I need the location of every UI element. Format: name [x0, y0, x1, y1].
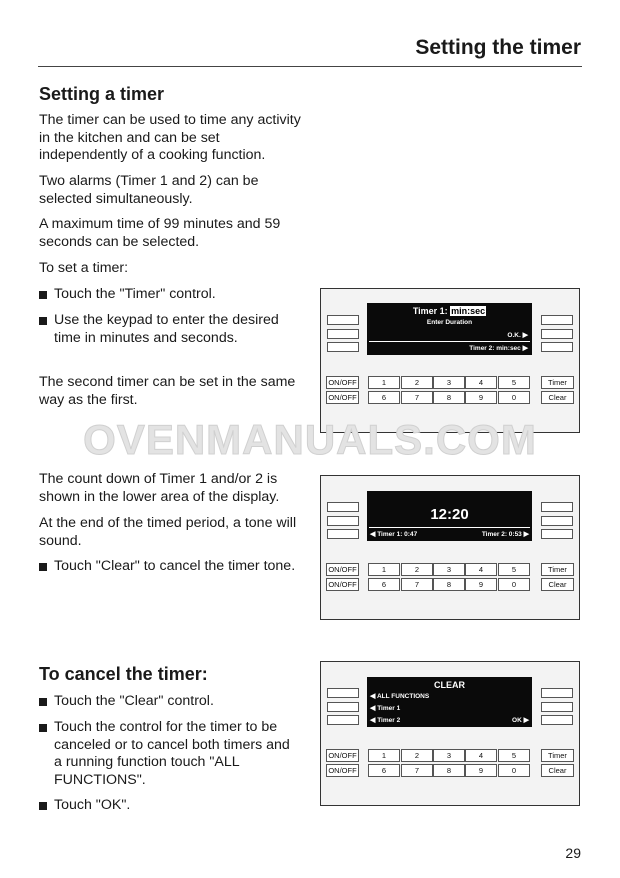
keypad-key-3[interactable]: 3 [433, 749, 465, 762]
keypad-key-9[interactable]: 9 [465, 764, 497, 777]
keypad-key-7[interactable]: 7 [401, 391, 433, 404]
arrow-right-icon: ▶ [522, 332, 528, 339]
keypad-key-9[interactable]: 9 [465, 391, 497, 404]
side-key[interactable] [327, 315, 359, 325]
keypad-key-0[interactable]: 0 [498, 764, 530, 777]
bullet-square-icon [39, 698, 47, 706]
display-screen [367, 303, 532, 355]
bullet-item: Touch the "Timer" control. [39, 286, 301, 304]
bullet-square-icon [39, 724, 47, 732]
on-off-button[interactable]: ON/OFF [326, 376, 359, 389]
side-key[interactable] [541, 315, 573, 325]
display-subtitle: Enter Duration [426, 319, 473, 326]
side-key[interactable] [327, 688, 359, 698]
on-off-button[interactable]: ON/OFF [326, 578, 359, 591]
keypad-key-7[interactable]: 7 [401, 578, 433, 591]
keypad-key-5[interactable]: 5 [498, 749, 530, 762]
paragraph: At the end of the timed period, a tone will sound. [39, 515, 297, 549]
keypad-key-0[interactable]: 0 [498, 391, 530, 404]
keypad-key-4[interactable]: 4 [465, 563, 497, 576]
control-panel-countdown [320, 475, 580, 620]
bullet-item: Use the keypad to enter the desired time in minutes and seconds. [39, 312, 301, 347]
keypad-key-4[interactable]: 4 [465, 749, 497, 762]
keypad-key-5[interactable]: 5 [498, 563, 530, 576]
side-key[interactable] [541, 329, 573, 339]
paragraph: A maximum time of 99 minutes and 59 seconds can be selected. [39, 216, 281, 250]
keypad-key-8[interactable]: 8 [433, 578, 465, 591]
watermark: OVENMANUALS.COM [83, 416, 537, 463]
keypad-key-1[interactable]: 1 [368, 376, 400, 389]
bullet-item: Touch "Clear" to cancel the timer tone. [39, 558, 301, 576]
keypad-key-8[interactable]: 8 [433, 391, 465, 404]
display-screen [367, 677, 532, 727]
on-off-button[interactable]: ON/OFF [326, 391, 359, 404]
side-key[interactable] [541, 688, 573, 698]
arrow-right-icon: ▶ [522, 345, 528, 352]
display-title: CLEAR [434, 680, 465, 690]
paragraph: Two alarms (Timer 1 and 2) can be selected simultaneously. [39, 173, 259, 207]
display-all-functions-option[interactable]: ◀ ALL FUNCTIONS [370, 693, 430, 700]
display-timer2-option[interactable]: Timer 2: min:sec ▶ [469, 345, 528, 352]
side-key[interactable] [541, 702, 573, 712]
keypad-key-1[interactable]: 1 [368, 563, 400, 576]
display-ok-option[interactable]: O.K. ▶ [507, 332, 528, 339]
side-key[interactable] [327, 715, 359, 725]
header-rule [38, 66, 582, 67]
on-off-button[interactable]: ON/OFF [326, 563, 359, 576]
arrow-right-icon: ▶ [523, 717, 529, 724]
paragraph: The timer can be used to time any activity in the kitchen and can be set independently of a cooking function. [39, 112, 301, 163]
control-panel-set-timer [320, 288, 580, 433]
keypad-key-6[interactable]: 6 [368, 578, 400, 591]
side-key[interactable] [327, 516, 359, 526]
bullet-square-icon [39, 802, 47, 810]
display-timer1-option[interactable]: ◀ Timer 1 [370, 705, 401, 712]
display-timer2-option[interactable]: Timer 2: 0:53 ▶ [481, 531, 529, 538]
section-heading-cancel-timer: To cancel the timer: [39, 664, 208, 684]
bullet-square-icon [39, 563, 47, 571]
arrow-left-icon: ◀ [370, 531, 376, 538]
display-screen [367, 491, 532, 541]
arrow-left-icon: ◀ [370, 705, 376, 712]
keypad-key-6[interactable]: 6 [368, 391, 400, 404]
display-divider [369, 341, 530, 342]
bullet-square-icon [39, 317, 47, 325]
clear-button[interactable]: Clear [541, 578, 574, 591]
page-number: 29 [565, 845, 581, 861]
keypad-key-1[interactable]: 1 [368, 749, 400, 762]
side-key[interactable] [541, 529, 573, 539]
on-off-button[interactable]: ON/OFF [326, 749, 359, 762]
paragraph: The count down of Timer 1 and/or 2 is shown in the lower area of the display. [39, 471, 280, 505]
clear-button[interactable]: Clear [541, 391, 574, 404]
display-time: 12:20 [430, 506, 469, 523]
bullet-item: Touch "OK". [39, 797, 301, 815]
clear-button[interactable]: Clear [541, 764, 574, 777]
timer-button[interactable]: Timer [541, 563, 574, 576]
keypad-key-7[interactable]: 7 [401, 764, 433, 777]
side-key[interactable] [327, 529, 359, 539]
timer-button[interactable]: Timer [541, 749, 574, 762]
keypad-key-8[interactable]: 8 [433, 764, 465, 777]
display-ok-option[interactable]: OK ▶ [512, 717, 529, 724]
keypad-key-2[interactable]: 2 [401, 376, 433, 389]
side-key[interactable] [327, 702, 359, 712]
side-key[interactable] [541, 342, 573, 352]
keypad-key-2[interactable]: 2 [401, 749, 433, 762]
keypad-key-3[interactable]: 3 [433, 563, 465, 576]
arrow-left-icon: ◀ [370, 693, 376, 700]
control-panel-cancel-timer [320, 661, 580, 806]
side-key[interactable] [327, 329, 359, 339]
side-key[interactable] [327, 342, 359, 352]
side-key[interactable] [541, 516, 573, 526]
arrow-right-icon: ▶ [523, 531, 529, 538]
display-title: Timer 1: min:sec [412, 306, 486, 316]
arrow-left-icon: ◀ [370, 717, 376, 724]
display-timer2-option[interactable]: ◀ Timer 2 [370, 717, 401, 724]
side-key[interactable] [327, 502, 359, 512]
keypad-key-2[interactable]: 2 [401, 563, 433, 576]
keypad-key-5[interactable]: 5 [498, 376, 530, 389]
display-timer1-option[interactable]: ◀ Timer 1: 0:47 [370, 531, 418, 538]
paragraph: To set a timer: [39, 260, 129, 276]
keypad-key-4[interactable]: 4 [465, 376, 497, 389]
timer-button[interactable]: Timer [541, 376, 574, 389]
keypad-key-9[interactable]: 9 [465, 578, 497, 591]
section-heading-setting-timer: Setting a timer [39, 84, 165, 104]
paragraph: The second timer can be set in the same way as the first. [39, 374, 296, 408]
bullet-item: Touch the control for the timer to be canceled or to cancel both timers and a running function touch "ALL FUNCTIONS". [39, 719, 301, 789]
display-divider [369, 527, 530, 528]
bullet-item: Touch the "Clear" control. [39, 693, 301, 711]
page-header-title: Setting the timer [415, 36, 581, 59]
side-key[interactable] [541, 502, 573, 512]
keypad-key-0[interactable]: 0 [498, 578, 530, 591]
keypad-key-3[interactable]: 3 [433, 376, 465, 389]
on-off-button[interactable]: ON/OFF [326, 764, 359, 777]
keypad-key-6[interactable]: 6 [368, 764, 400, 777]
side-key[interactable] [541, 715, 573, 725]
bullet-square-icon [39, 291, 47, 299]
